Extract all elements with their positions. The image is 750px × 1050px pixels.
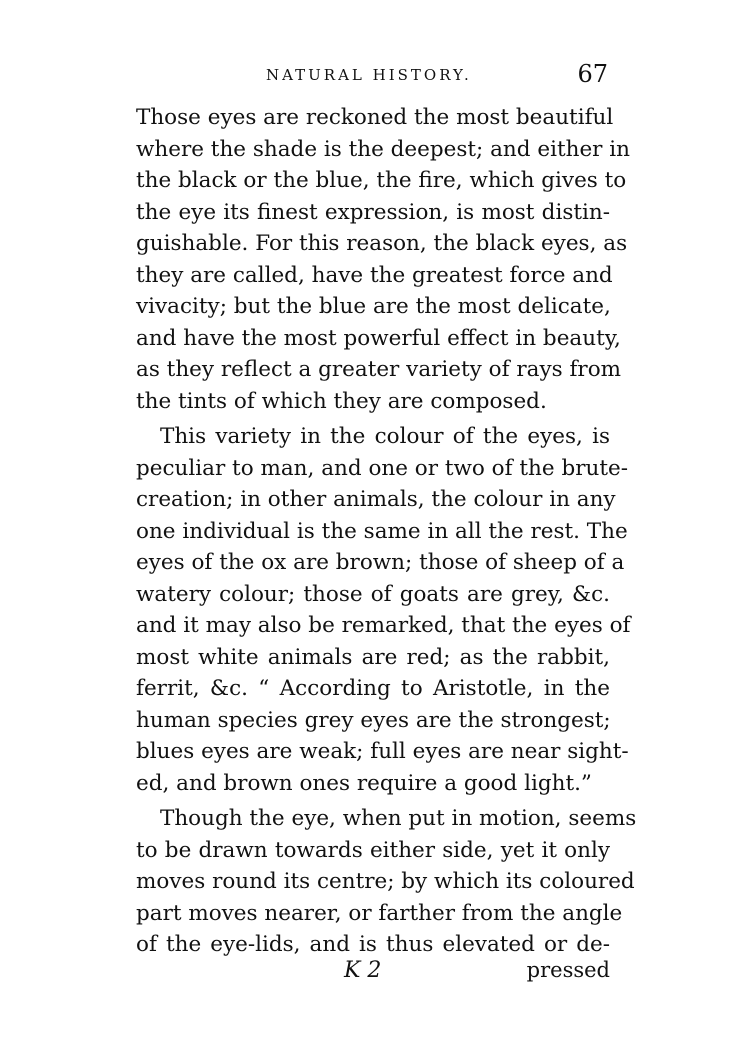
text-line: peculiar to man, and one or two of the brute- xyxy=(136,455,628,481)
text-line: eyes of the ox are brown; those of sheep of a xyxy=(136,550,625,575)
paragraph-1 xyxy=(136,102,631,417)
text-line: ed, and brown ones require a good light.” xyxy=(136,770,592,796)
text-line: watery colour; those of goats are grey, &c. xyxy=(136,581,610,607)
text-line: guishable. For this reason, the black eyes, as xyxy=(136,231,628,256)
text-line: to be drawn towards either side, yet it only xyxy=(136,837,610,863)
page-number: 67 xyxy=(577,60,608,88)
text-line: vivacity; but the blue are the most delicate, xyxy=(136,294,611,319)
text-line: creation; in other animals, the colour in any xyxy=(136,487,616,512)
body-text xyxy=(136,102,637,961)
text-line: where the shade is the deepest; and either in xyxy=(136,136,631,162)
text-line: Those eyes are reckoned the most beautiful xyxy=(136,105,614,130)
text-line: blues eyes are weak; full eyes are near sight- xyxy=(136,739,629,764)
signature-mark: K 2 xyxy=(344,958,382,983)
text-line: This variety in the colour of the eyes, is xyxy=(160,424,610,449)
text-line: as they reflect a greater variety of rays from xyxy=(136,357,622,382)
text-line: one individual is the same in all the rest. The xyxy=(136,518,628,544)
text-line: moves round its centre; by which its coloured xyxy=(136,869,635,894)
text-line: the tints of which they are composed. xyxy=(136,388,547,414)
paragraph-2 xyxy=(136,421,631,799)
running-title: NATURAL HISTORY. xyxy=(266,66,472,84)
text-line: human species grey eyes are the strongest; xyxy=(136,707,611,733)
text-line: and have the most powerful effect in beauty, xyxy=(136,325,621,351)
text-line: ferrit, &c. “ According to Aristotle, in the xyxy=(136,676,610,701)
catchword: pressed xyxy=(526,958,610,982)
text-line: the eye its finest expression, is most distin- xyxy=(136,199,610,225)
paragraph-3 xyxy=(136,803,637,961)
page-footer xyxy=(136,958,610,992)
text-line: most white animals are red; as the rabbit, xyxy=(136,644,610,670)
text-line: the black or the blue, the fire, which gives to xyxy=(136,168,627,193)
text-line: Though the eye, when put in motion, seems xyxy=(160,806,637,831)
text-line: part moves nearer, or farther from the angle xyxy=(136,900,623,926)
text-line: of the eye-lids, and is thus elevated or de- xyxy=(136,932,610,957)
text-line: they are called, have the greatest force and xyxy=(136,262,613,288)
page-header xyxy=(136,62,610,92)
text-line: and it may also be remarked, that the eyes of xyxy=(136,613,631,638)
